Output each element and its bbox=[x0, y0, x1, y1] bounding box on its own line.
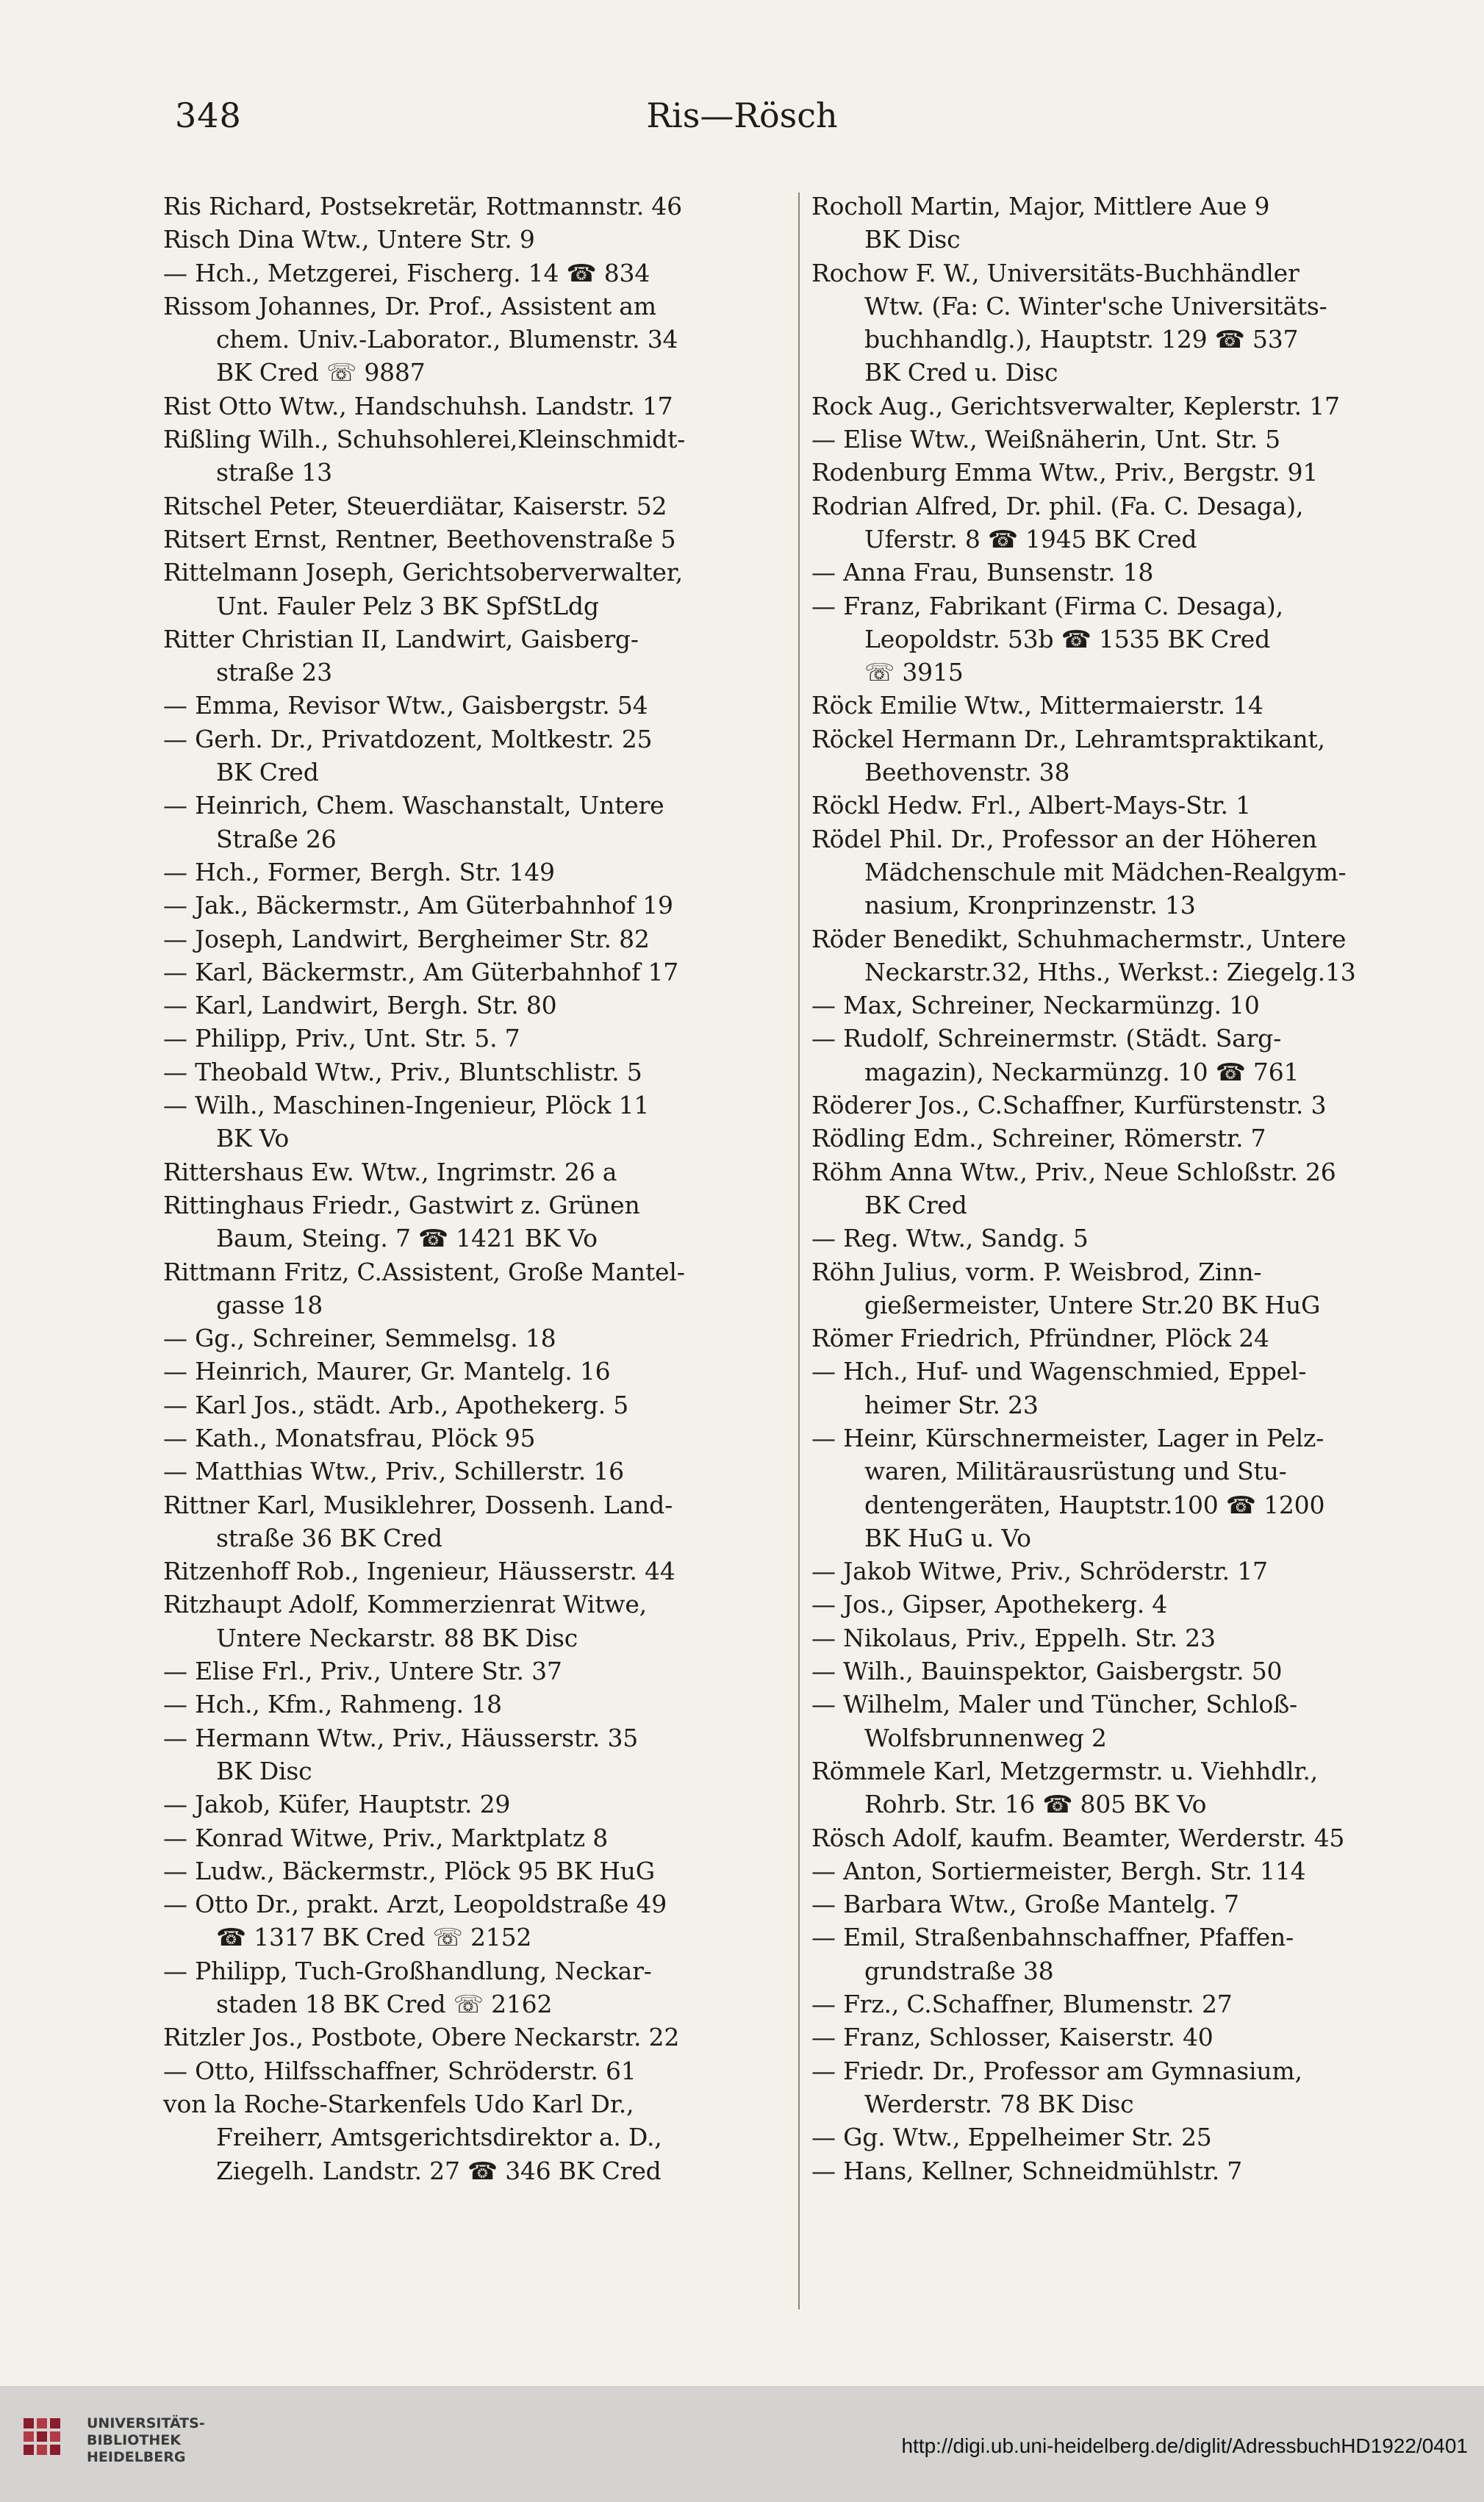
directory-entry-line: Ritzenhoff Rob., Ingenieur, Häusserstr. 44 bbox=[163, 1557, 675, 1586]
directory-entry-line: — Anton, Sortiermeister, Bergh. Str. 114 bbox=[811, 1856, 1306, 1885]
library-logo-icon bbox=[21, 2412, 74, 2465]
entry-continuation-line: nasium, Kronprinzenstr. 13 bbox=[864, 891, 1196, 920]
entry-continuation-line: magazin), Neckarmünzg. 10 ☎ 761 bbox=[864, 1057, 1300, 1086]
directory-entry-line: Rochow F. W., Universitäts-Buchhändler bbox=[811, 258, 1300, 287]
directory-entry-line: — Hch., Former, Bergh. Str. 149 bbox=[163, 857, 555, 886]
directory-entry-line: — Reg. Wtw., Sandg. 5 bbox=[811, 1224, 1089, 1253]
entry-continuation-line: straße 36 BK Cred bbox=[216, 1523, 442, 1552]
directory-entry-line: — Anna Frau, Bunsenstr. 18 bbox=[811, 558, 1154, 587]
entry-continuation-line: Beethovenstr. 38 bbox=[864, 758, 1070, 787]
directory-entry-line: Röhm Anna Wtw., Priv., Neue Schloßstr. 26 bbox=[811, 1157, 1336, 1186]
entry-continuation-line: Baum, Steing. 7 ☎ 1421 BK Vo bbox=[216, 1224, 598, 1253]
directory-entry-line: Rock Aug., Gerichtsverwalter, Keplerstr. 17 bbox=[811, 391, 1340, 420]
directory-entry-line: — Hch., Metzgerei, Fischerg. 14 ☎ 834 bbox=[163, 258, 650, 287]
directory-entry-line: Rittinghaus Friedr., Gastwirt z. Grünen bbox=[163, 1190, 640, 1219]
entry-continuation-line: gießermeister, Untere Str.20 BK HuG bbox=[864, 1290, 1321, 1319]
directory-entry-line: — Heinrich, Maurer, Gr. Mantelg. 16 bbox=[163, 1357, 611, 1386]
directory-entry-line: Rissom Johannes, Dr. Prof., Assistent am bbox=[163, 291, 656, 320]
logo-line: BIBLIOTHEK bbox=[87, 2432, 181, 2448]
directory-entry-line: — Jak., Bäckermstr., Am Güterbahnhof 19 bbox=[163, 891, 673, 920]
directory-entry-line: Ritschel Peter, Steuerdiätar, Kaiserstr. 52 bbox=[163, 491, 667, 520]
directory-entry-line: von la Roche-Starkenfels Udo Karl Dr., bbox=[163, 2089, 634, 2118]
directory-entry-line: Ritter Christian II, Landwirt, Gaisberg- bbox=[163, 624, 639, 653]
directory-entry-line: — Wilh., Bauinspektor, Gaisbergstr. 50 bbox=[811, 1657, 1283, 1686]
entry-continuation-line: BK Vo bbox=[216, 1124, 290, 1153]
directory-entry-line: Rösch Adolf, kaufm. Beamter, Werderstr. 45 bbox=[811, 1823, 1345, 1852]
entry-continuation-line: BK Disc bbox=[864, 225, 961, 254]
directory-entry-line: Rocholl Martin, Major, Mittlere Aue 9 bbox=[811, 192, 1270, 221]
entry-continuation-line: Freiherr, Amtsgerichtsdirektor a. D., bbox=[216, 2123, 662, 2152]
directory-entry-line: — Hans, Kellner, Schneidmühlstr. 7 bbox=[811, 2156, 1243, 2185]
directory-entry-line: — Franz, Fabrikant (Firma C. Desaga), bbox=[811, 591, 1283, 620]
directory-entry-line: Ritzhaupt Adolf, Kommerzienrat Witwe, bbox=[163, 1590, 647, 1619]
entry-continuation-line: grundstraße 38 bbox=[864, 1956, 1054, 1985]
directory-entry-line: — Heinr, Kürschnermeister, Lager in Pelz- bbox=[811, 1423, 1325, 1452]
directory-entry-line: Römmele Karl, Metzgermstr. u. Viehhdlr., bbox=[811, 1756, 1318, 1785]
directory-entry-line: Rödling Edm., Schreiner, Römerstr. 7 bbox=[811, 1124, 1266, 1153]
logo-line: HEIDELBERG bbox=[87, 2449, 186, 2465]
entry-continuation-line: Werderstr. 78 BK Disc bbox=[864, 2089, 1134, 2118]
directory-entry-line: Ritsert Ernst, Rentner, Beethovenstraße 5 bbox=[163, 524, 676, 553]
entry-continuation-line: buchhandlg.), Hauptstr. 129 ☎ 537 bbox=[864, 325, 1299, 354]
entry-continuation-line: Wtw. (Fa: C. Winter'sche Universitäts- bbox=[864, 291, 1327, 320]
directory-entry-line: — Karl, Bäckermstr., Am Güterbahnhof 17 bbox=[163, 957, 679, 986]
directory-entry-line: — Jos., Gipser, Apothekerg. 4 bbox=[811, 1590, 1168, 1619]
directory-entry-line: Röhn Julius, vorm. P. Weisbrod, Zinn- bbox=[811, 1257, 1262, 1286]
directory-entry-line: — Kath., Monatsfrau, Plöck 95 bbox=[163, 1423, 536, 1452]
entry-continuation-line: staden 18 BK Cred ☏ 2162 bbox=[216, 1990, 553, 2019]
directory-entry-line: Röder Benedikt, Schuhmachermstr., Untere bbox=[811, 924, 1347, 953]
directory-entry-line: — Joseph, Landwirt, Bergheimer Str. 82 bbox=[163, 924, 650, 953]
entry-continuation-line: Ziegelh. Landstr. 27 ☎ 346 BK Cred bbox=[216, 2156, 662, 2185]
directory-entry-line: — Heinrich, Chem. Waschanstalt, Untere bbox=[163, 791, 664, 820]
right-column bbox=[811, 190, 1436, 2187]
directory-entry-line: — Wilhelm, Maler und Tüncher, Schloß- bbox=[811, 1690, 1297, 1719]
entry-continuation-line: BK HuG u. Vo bbox=[864, 1523, 1031, 1552]
entry-continuation-line: ☏ 3915 bbox=[864, 658, 964, 687]
directory-entry-line: — Philipp, Tuch-Großhandlung, Neckar- bbox=[163, 1956, 652, 1985]
directory-entry-line: Rittershaus Ew. Wtw., Ingrimstr. 26 a bbox=[163, 1157, 617, 1186]
entry-continuation-line: Unt. Fauler Pelz 3 BK SpfStLdg bbox=[216, 591, 599, 620]
directory-entry-line: — Gg., Schreiner, Semmelsg. 18 bbox=[163, 1324, 556, 1353]
entry-continuation-line: dentengeräten, Hauptstr.100 ☎ 1200 bbox=[864, 1490, 1325, 1519]
directory-entry-line: — Rudolf, Schreinermstr. (Städt. Sarg- bbox=[811, 1024, 1282, 1053]
directory-entry-line: Rittmann Fritz, C.Assistent, Große Mantel- bbox=[163, 1257, 685, 1286]
directory-entry-line: — Wilh., Maschinen-Ingenieur, Plöck 11 bbox=[163, 1091, 650, 1120]
directory-entry-line: Röderer Jos., C.Schaffner, Kurfürstenstr. 3 bbox=[811, 1091, 1327, 1120]
entry-continuation-line: Wolfsbrunnenweg 2 bbox=[864, 1723, 1107, 1752]
directory-entry-line: — Emma, Revisor Wtw., Gaisbergstr. 54 bbox=[163, 691, 648, 720]
directory-entry-line: — Gerh. Dr., Privatdozent, Moltkestr. 25 bbox=[163, 724, 653, 753]
entry-continuation-line: Mädchenschule mit Mädchen-Realgym- bbox=[864, 857, 1347, 886]
column-rule bbox=[798, 193, 800, 2309]
entry-continuation-line: Rohrb. Str. 16 ☎ 805 BK Vo bbox=[864, 1790, 1207, 1819]
directory-entry-line: — Frz., C.Schaffner, Blumenstr. 27 bbox=[811, 1990, 1233, 2019]
left-column bbox=[163, 190, 788, 2187]
entry-continuation-line: Uferstr. 8 ☎ 1945 BK Cred bbox=[864, 524, 1197, 553]
directory-entry-line: — Konrad Witwe, Priv., Marktplatz 8 bbox=[163, 1823, 609, 1852]
directory-entry-line: Röck Emilie Wtw., Mittermaierstr. 14 bbox=[811, 691, 1263, 720]
directory-entry-line: Röckl Hedw. Frl., Albert-Mays-Str. 1 bbox=[811, 791, 1251, 820]
directory-entry-line: — Philipp, Priv., Unt. Str. 5. 7 bbox=[163, 1024, 520, 1053]
directory-entry-line: — Barbara Wtw., Große Mantelg. 7 bbox=[811, 1890, 1239, 1919]
directory-entry-line: Rist Otto Wtw., Handschuhsh. Landstr. 17 bbox=[163, 391, 673, 420]
directory-entry-line: Rißling Wilh., Schuhsohlerei,Kleinschmidt- bbox=[163, 425, 686, 454]
page-number: 348 bbox=[175, 96, 242, 135]
directory-entry-line: Rödel Phil. Dr., Professor an der Höheren bbox=[811, 824, 1317, 853]
entry-continuation-line: BK Cred bbox=[216, 758, 319, 787]
entry-continuation-line: ☎ 1317 BK Cred ☏ 2152 bbox=[216, 1923, 532, 1952]
directory-entry-line: — Otto, Hilfsschaffner, Schröderstr. 61 bbox=[163, 2056, 637, 2085]
entry-continuation-line: Untere Neckarstr. 88 BK Disc bbox=[216, 1623, 578, 1652]
directory-entry-line: Ritzler Jos., Postbote, Obere Neckarstr. 22 bbox=[163, 2023, 680, 2052]
entry-continuation-line: BK Disc bbox=[216, 1756, 312, 1785]
directory-entry-line: — Gg. Wtw., Eppelheimer Str. 25 bbox=[811, 2123, 1212, 2152]
directory-entry-line: — Max, Schreiner, Neckarmünzg. 10 bbox=[811, 991, 1260, 1020]
directory-entry-line: — Hermann Wtw., Priv., Häusserstr. 35 bbox=[163, 1723, 639, 1752]
footer-bar bbox=[0, 2386, 1484, 2502]
entry-continuation-line: BK Cred bbox=[864, 1190, 967, 1219]
directory-entry-line: — Karl Jos., städt. Arb., Apothekerg. 5 bbox=[163, 1390, 629, 1419]
library-logo-text bbox=[87, 2415, 205, 2466]
directory-entry-line: Rittelmann Joseph, Gerichtsoberverwalter, bbox=[163, 558, 683, 587]
directory-entry-line: — Matthias Wtw., Priv., Schillerstr. 16 bbox=[163, 1457, 624, 1486]
entry-continuation-line: chem. Univ.-Laborator., Blumenstr. 34 bbox=[216, 325, 678, 354]
directory-entry-line: — Hch., Kfm., Rahmeng. 18 bbox=[163, 1690, 502, 1719]
entry-continuation-line: straße 13 bbox=[216, 458, 332, 487]
directory-entry-line: — Elise Wtw., Weißnäherin, Unt. Str. 5 bbox=[811, 425, 1280, 454]
entry-continuation-line: Neckarstr.32, Hths., Werkst.: Ziegelg.13 bbox=[864, 957, 1356, 986]
entry-continuation-line: waren, Militärausrüstung und Stu- bbox=[864, 1457, 1287, 1486]
running-head: Ris—Rösch bbox=[646, 96, 838, 135]
entry-continuation-line: gasse 18 bbox=[216, 1290, 323, 1319]
directory-entry-line: — Hch., Huf- und Wagenschmied, Eppel- bbox=[811, 1357, 1307, 1386]
directory-entry-line: — Jakob, Küfer, Hauptstr. 29 bbox=[163, 1790, 511, 1819]
entry-continuation-line: BK Cred ☏ 9887 bbox=[216, 358, 426, 387]
directory-entry-line: — Emil, Straßenbahnschaffner, Pfaffen- bbox=[811, 1923, 1294, 1952]
directory-entry-line: Rodrian Alfred, Dr. phil. (Fa. C. Desaga), bbox=[811, 491, 1304, 520]
directory-entry-line: — Ludw., Bäckermstr., Plöck 95 BK HuG bbox=[163, 1856, 655, 1885]
directory-entry-line: — Nikolaus, Priv., Eppelh. Str. 23 bbox=[811, 1623, 1216, 1652]
directory-entry-line: Ris Richard, Postsekretär, Rottmannstr. 46 bbox=[163, 192, 682, 221]
directory-entry-line: — Otto Dr., prakt. Arzt, Leopoldstraße 49 bbox=[163, 1890, 667, 1919]
entry-continuation-line: BK Cred u. Disc bbox=[864, 358, 1058, 387]
directory-entry-line: — Franz, Schlosser, Kaiserstr. 40 bbox=[811, 2023, 1214, 2052]
directory-entry-line: Röckel Hermann Dr., Lehramtspraktikant, bbox=[811, 724, 1325, 753]
entry-continuation-line: straße 23 bbox=[216, 658, 332, 687]
directory-entry-line: — Friedr. Dr., Professor am Gymnasium, bbox=[811, 2056, 1302, 2085]
directory-entry-line: Rittner Karl, Musiklehrer, Dossenh. Land- bbox=[163, 1490, 673, 1519]
directory-entry-line: — Jakob Witwe, Priv., Schröderstr. 17 bbox=[811, 1557, 1268, 1586]
logo-line: UNIVERSITÄTS- bbox=[87, 2415, 205, 2431]
entry-continuation-line: Leopoldstr. 53b ☎ 1535 BK Cred bbox=[864, 624, 1271, 653]
entry-continuation-line: Straße 26 bbox=[216, 824, 337, 853]
source-url-link[interactable]: http://digi.ub.uni-heidelberg.de/diglit/AdressbuchHD1922/0401 bbox=[901, 2434, 1468, 2457]
directory-entry-line: — Elise Frl., Priv., Untere Str. 37 bbox=[163, 1657, 562, 1686]
directory-entry-line: — Karl, Landwirt, Bergh. Str. 80 bbox=[163, 991, 557, 1020]
directory-entry-line: — Theobald Wtw., Priv., Bluntschlistr. 5 bbox=[163, 1057, 642, 1086]
entry-continuation-line: heimer Str. 23 bbox=[864, 1390, 1039, 1419]
directory-entry-line: Rodenburg Emma Wtw., Priv., Bergstr. 91 bbox=[811, 458, 1319, 487]
directory-entry-line: Römer Friedrich, Pfründner, Plöck 24 bbox=[811, 1324, 1269, 1353]
directory-entry-line: Risch Dina Wtw., Untere Str. 9 bbox=[163, 225, 535, 254]
